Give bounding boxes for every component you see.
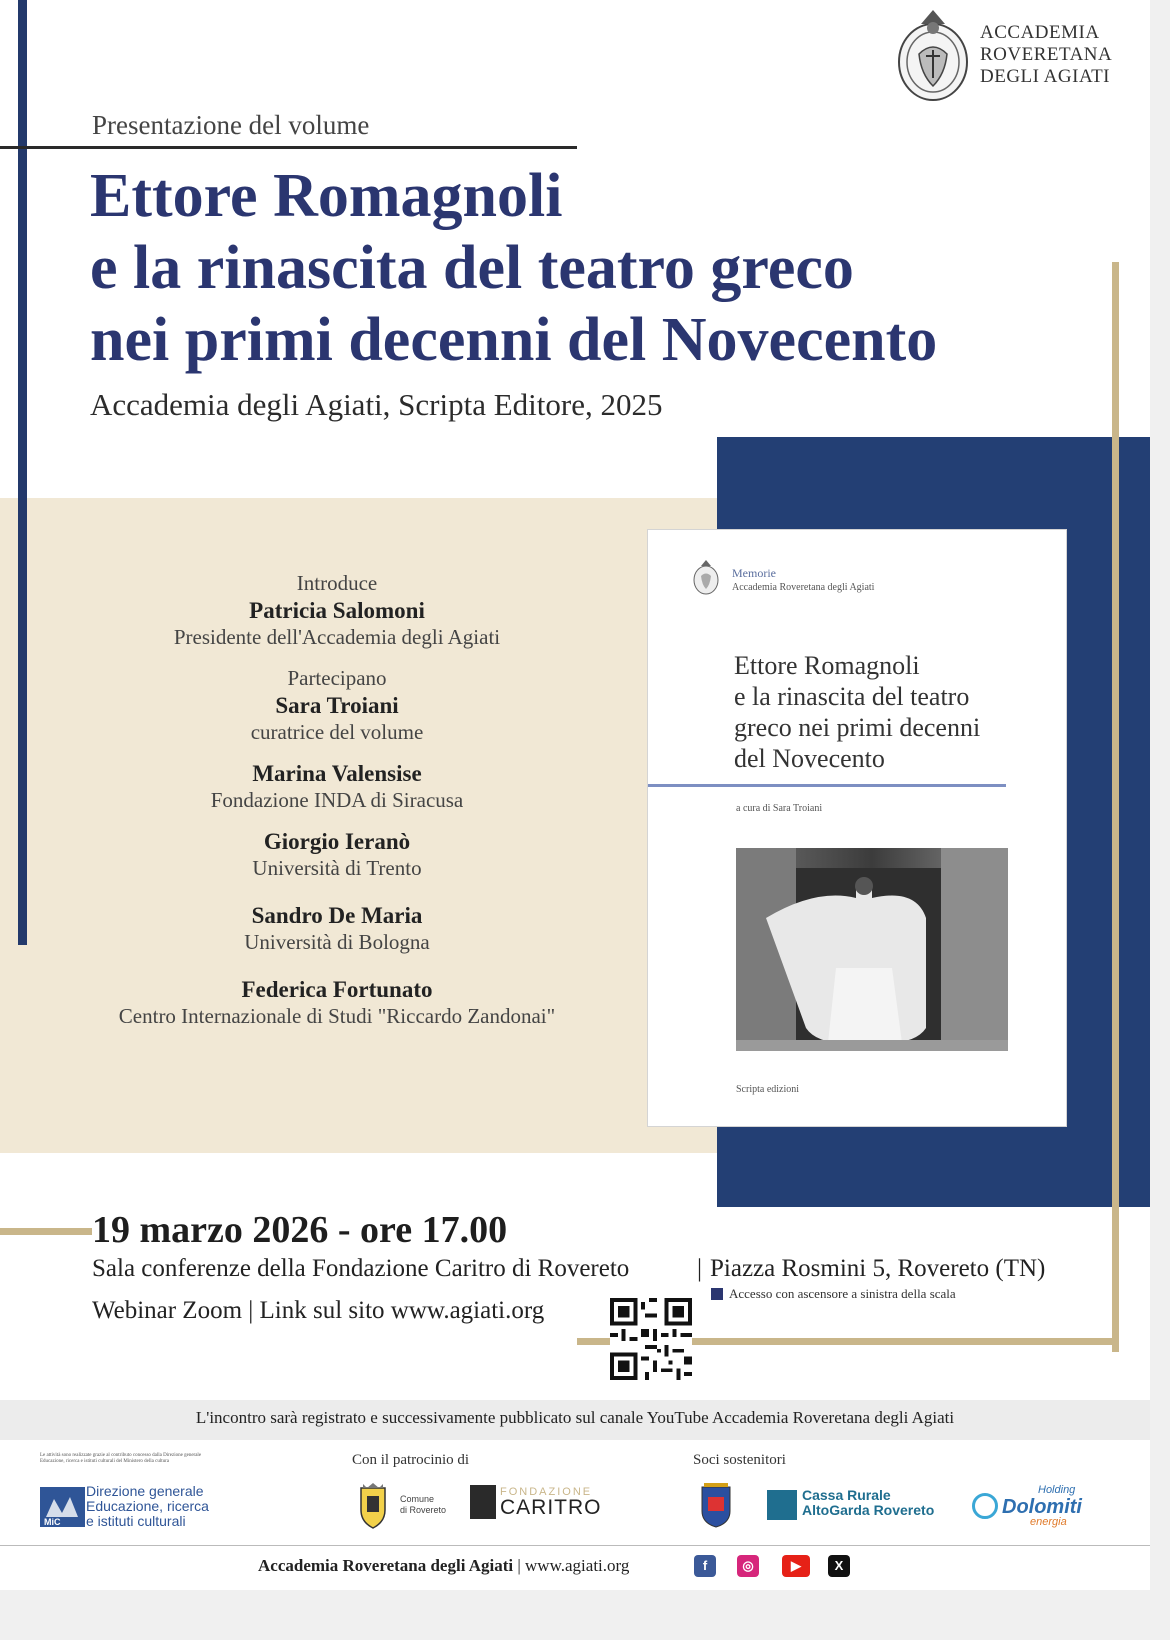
speaker-name: Marina Valensise <box>252 761 422 786</box>
webinar-link-text[interactable]: Webinar Zoom | Link sul sito www.agiati.org <box>92 1297 545 1324</box>
speakers-list <box>52 570 622 1044</box>
comune-name <box>400 1494 446 1516</box>
holding-label: Holding <box>1038 1484 1076 1496</box>
academy-name-line: DEGLI AGIATI <box>980 66 1111 87</box>
book-title-line: Ettore Romagnoli <box>734 651 920 680</box>
mic-funding-note: Le attività sono realizzate grazie al contributo concesso dalla Direzione generale Educazione, ricerca e istituti culturali del Ministero della cultura <box>40 1453 202 1464</box>
speaker-role: Università di Trento <box>252 856 422 880</box>
title-line: nei primi decenni del Novecento <box>90 306 938 374</box>
dolomiti-label: Dolomiti <box>1002 1496 1082 1518</box>
book-imprint: Scripta edizioni <box>736 1084 800 1095</box>
book-rule <box>648 784 1006 787</box>
cassa-line: Cassa Rurale <box>802 1487 891 1503</box>
publisher-line: Accademia degli Agiati, Scripta Editore, 2025 <box>90 387 663 422</box>
speaker-name: Sara Troiani <box>275 693 399 718</box>
mic-line: e istituti culturali <box>86 1513 186 1529</box>
speaker-role: curatrice del volume <box>250 720 424 744</box>
event-title <box>90 160 937 376</box>
speaker-group <box>52 828 622 882</box>
book-crest-icon <box>692 558 720 596</box>
book-publisher: Accademia Roveretana degli Agiati <box>732 582 875 593</box>
academy-name-line: ROVERETANA <box>980 44 1113 65</box>
title-line: Ettore Romagnoli <box>90 162 563 230</box>
comune-crest-icon <box>353 1482 393 1530</box>
youtube-glyph: ▶ <box>791 1558 801 1573</box>
footer-site[interactable]: | www.agiati.org <box>513 1556 630 1575</box>
speaker-name: Federica Fortunato <box>241 977 433 1002</box>
gold-frame-line <box>1112 262 1119 1352</box>
speaker-role: Università di Bologna <box>244 930 430 954</box>
accessibility-icon <box>711 1288 723 1300</box>
caritro-name: CARITRO <box>500 1496 602 1519</box>
footer-divider <box>0 1545 1150 1546</box>
mic-line: Direzione generale <box>86 1483 204 1499</box>
book-title <box>734 650 980 774</box>
energia-label: energia <box>1030 1516 1067 1528</box>
instagram-glyph: ◎ <box>742 1558 754 1573</box>
qr-code-icon[interactable] <box>610 1298 692 1380</box>
facebook-glyph: f <box>702 1558 708 1573</box>
title-divider <box>0 146 577 149</box>
access-note: Accesso con ascensore a sinistra della scala <box>729 1286 956 1301</box>
gold-date-line <box>0 1228 92 1235</box>
cassa-line: AltoGarda Rovereto <box>802 1502 935 1518</box>
speaker-label: Partecipano <box>287 666 387 690</box>
speaker-group <box>52 665 622 746</box>
speaker-group <box>52 570 622 651</box>
speaker-name: Patricia Salomoni <box>249 598 425 623</box>
caritro-foundation: FONDAZIONE <box>500 1486 593 1498</box>
caritro-mark-icon <box>470 1485 496 1519</box>
event-address: Piazza Rosmini 5, Rovereto (TN) <box>710 1255 1046 1282</box>
supporter-crest-icon <box>696 1483 736 1529</box>
speaker-name: Giorgio Ieranò <box>263 829 411 854</box>
academy-name <box>980 22 1112 88</box>
pre-title: Presentazione del volume <box>92 110 370 140</box>
footer-academy-name: Accademia Roveretana degli Agiati <box>258 1556 514 1575</box>
academy-name-line: ACCADEMIA <box>980 22 1100 43</box>
mic-line: Educazione, ricerca <box>86 1498 209 1514</box>
book-title-line: greco nei primi decenni <box>734 713 981 742</box>
book-title-line: del Novecento <box>734 744 885 773</box>
left-accent-line <box>18 0 27 945</box>
book-cover <box>647 529 1067 1127</box>
book-editor: a cura di Sara Troiani <box>736 803 823 814</box>
book-title-line: e la rinascita del teatro <box>734 682 970 711</box>
event-venue: Sala conferenze della Fondazione Caritro di Rovereto <box>92 1255 630 1282</box>
supporters-label: Soci sostenitori <box>693 1452 786 1468</box>
speaker-group <box>52 902 622 956</box>
patronage-label: Con il patrocinio di <box>352 1452 470 1468</box>
facebook-icon[interactable] <box>694 1555 716 1577</box>
youtube-icon[interactable] <box>782 1555 810 1577</box>
comune-line: Comune <box>400 1494 435 1504</box>
instagram-icon[interactable] <box>737 1555 759 1577</box>
cassa-rurale-icon <box>767 1490 797 1520</box>
comune-line: di Rovereto <box>400 1505 447 1515</box>
footer-text <box>258 1556 629 1576</box>
speaker-group <box>52 976 622 1030</box>
mic-logo-icon <box>40 1487 85 1527</box>
book-cover-photo <box>736 848 1008 1051</box>
dolomiti-energia-icon <box>972 1493 998 1519</box>
venue-separator: | <box>697 1255 703 1282</box>
mic-directorate <box>86 1484 209 1529</box>
speaker-role: Fondazione INDA di Siracusa <box>210 788 464 812</box>
cassa-rurale-name <box>802 1488 934 1518</box>
speaker-name: Sandro De Maria <box>251 903 423 928</box>
x-glyph: X <box>834 1558 844 1573</box>
speaker-role: Presidente dell'Accademia degli Agiati <box>173 625 501 649</box>
book-series: Memorie <box>732 566 776 580</box>
event-date-time: 19 marzo 2026 - ore 17.00 <box>92 1209 508 1251</box>
recording-note: L'incontro sarà registrato e successivamente pubblicato sul canale YouTube Accademia Roveretana degli Agiati <box>195 1408 955 1427</box>
speaker-label: Introduce <box>296 571 378 595</box>
speaker-group <box>52 760 622 814</box>
academy-crest-icon <box>893 4 973 106</box>
title-line: e la rinascita del teatro greco <box>90 234 854 302</box>
x-icon[interactable] <box>828 1555 850 1577</box>
mic-abbr: MiC <box>44 1517 61 1527</box>
speaker-role: Centro Internazionale di Studi "Riccardo Zandonai" <box>118 1004 556 1028</box>
